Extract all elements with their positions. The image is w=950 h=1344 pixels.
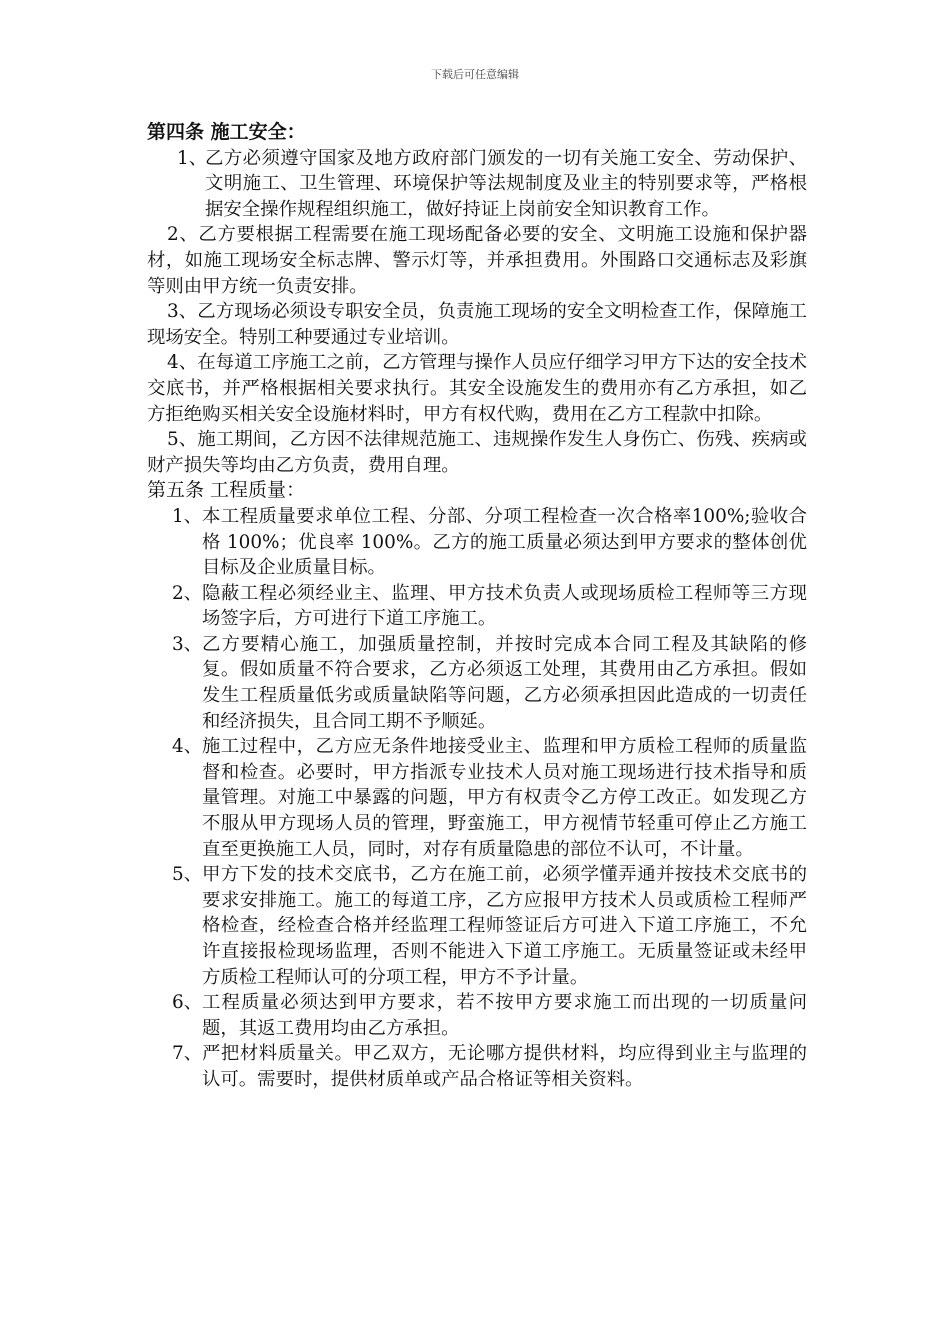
item-text: 甲方下发的技术交底书，乙方在施工前，必须学懂弄通并按技术交底书的要求安排施工。施工的每道工序，乙方应报甲方技术人员或质检工程师严格检查，经检查合格并经监理工程师签证后方可进入下道工序施工，不允许直接报检现场监理，否则不能进入下道工序施工。无质量签证或未经甲方质检工程师认可的分项工程，甲方不予计量。 [202,864,807,988]
item-number: 6、 [172,992,203,1014]
item-text: 严把材料质量关。甲乙双方，无论哪方提供材料，均应得到业主与监理的认可。需要时，提供材质单或产品合格证等相关资料。 [202,1043,807,1090]
item-number: 4、 [172,736,203,758]
section-5-item-7 [147,1041,807,1092]
item-number: 2、 [167,224,199,246]
item-number: 5、 [172,864,203,886]
item-text: 施工期间，乙方因不法律规范施工、违规操作发生人身伤亡、伤残、疾病或财产损失等均由乙方负责，费用自理。 [147,429,807,476]
section-4-item-2 [147,222,807,299]
item-text: 本工程质量要求单位工程、分部、分项工程检查一次合格率100%;验收合格 100%；优良率 100%。乙方的施工质量必须达到甲方要求的整体创优目标及企业质量目标。 [202,505,807,579]
item-text: 乙方现场必须设专职安全员，负责施工现场的安全文明检查工作，保障施工现场安全。特别工种要通过专业培训。 [147,301,807,348]
section-5-item-2 [147,581,807,632]
item-text: 乙方要精心施工，加强质量控制，并按时完成本合同工程及其缺陷的修复。假如质量不符合要求，乙方必须返工处理，其费用由乙方承担。假如发生工程质量低劣或质量缺陷等问题，乙方必须承担因此造成的一切责任和经济损失，且合同工期不予顺延。 [202,633,807,732]
item-number: 4、 [167,352,198,374]
section-5-item-1 [147,504,807,581]
document-body [147,120,807,1093]
section-5-item-6 [147,990,807,1041]
page-header: 下载后可任意编辑 [431,68,519,81]
section-4-item-5 [147,427,807,478]
section-4-item-1 [147,146,807,223]
item-number: 3、 [172,633,203,655]
item-text: 在每道工序施工之前，乙方管理与操作人员应仔细学习甲方下达的安全技术交底书，并严格根据相关要求执行。其安全设施发生的费用亦有乙方承担，如乙方拒绝购买相关安全设施材料时，甲方有权代购，费用在乙方工程款中扣除。 [147,352,807,425]
item-number: 1、 [177,147,208,169]
item-number: 2、 [172,582,203,604]
section-4-title: 第四条 施工安全： [147,121,306,143]
section-5-item-4 [147,734,807,862]
item-number: 1、 [172,505,203,527]
section-5-item-3 [147,632,807,734]
item-text: 乙方要根据工程需要在施工现场配备必要的安全、文明施工设施和保护器材，如施工现场安全标志牌、警示灯等，并承担费用。外围路口交通标志及彩旗等则由甲方统一负责安排。 [147,224,807,297]
section-4-item-3 [147,299,807,350]
section-5-item-5 [147,862,807,990]
item-text: 隐蔽工程必须经业主、监理、甲方技术负责人或现场质检工程师等三方现场签字后，方可进行下道工序施工。 [202,582,807,630]
item-text: 乙方必须遵守国家及地方政府部门颁发的一切有关施工安全、劳动保护、文明施工、卫生管理、环境保护等法规制度及业主的特别要求等，严格根据安全操作规程组织施工，做好持证上岗前安全知识教育工作。 [205,147,807,220]
section-4-item-4 [147,350,807,427]
item-text: 施工过程中，乙方应无条件地接受业主、监理和甲方质检工程师的质量监督和检查。必要时，甲方指派专业技术人员对施工现场进行技术指导和质量管理。对施工中暴露的问题，甲方有权责令乙方停工改正。如发现乙方不服从甲方现场人员的管理，野蛮施工，甲方视情节轻重可停止乙方施工直至更换施工人员，同时，对存有质量隐患的部位不认可，不计量。 [202,736,807,860]
item-number: 7、 [172,1043,203,1065]
item-number: 3、 [167,301,198,323]
section-5-title: 第五条 工程质量： [147,479,306,502]
item-text: 工程质量必须达到甲方要求，若不按甲方要求施工而出现的一切质量问题，其返工费用均由乙方承担。 [202,992,807,1039]
item-number: 5、 [167,429,198,451]
